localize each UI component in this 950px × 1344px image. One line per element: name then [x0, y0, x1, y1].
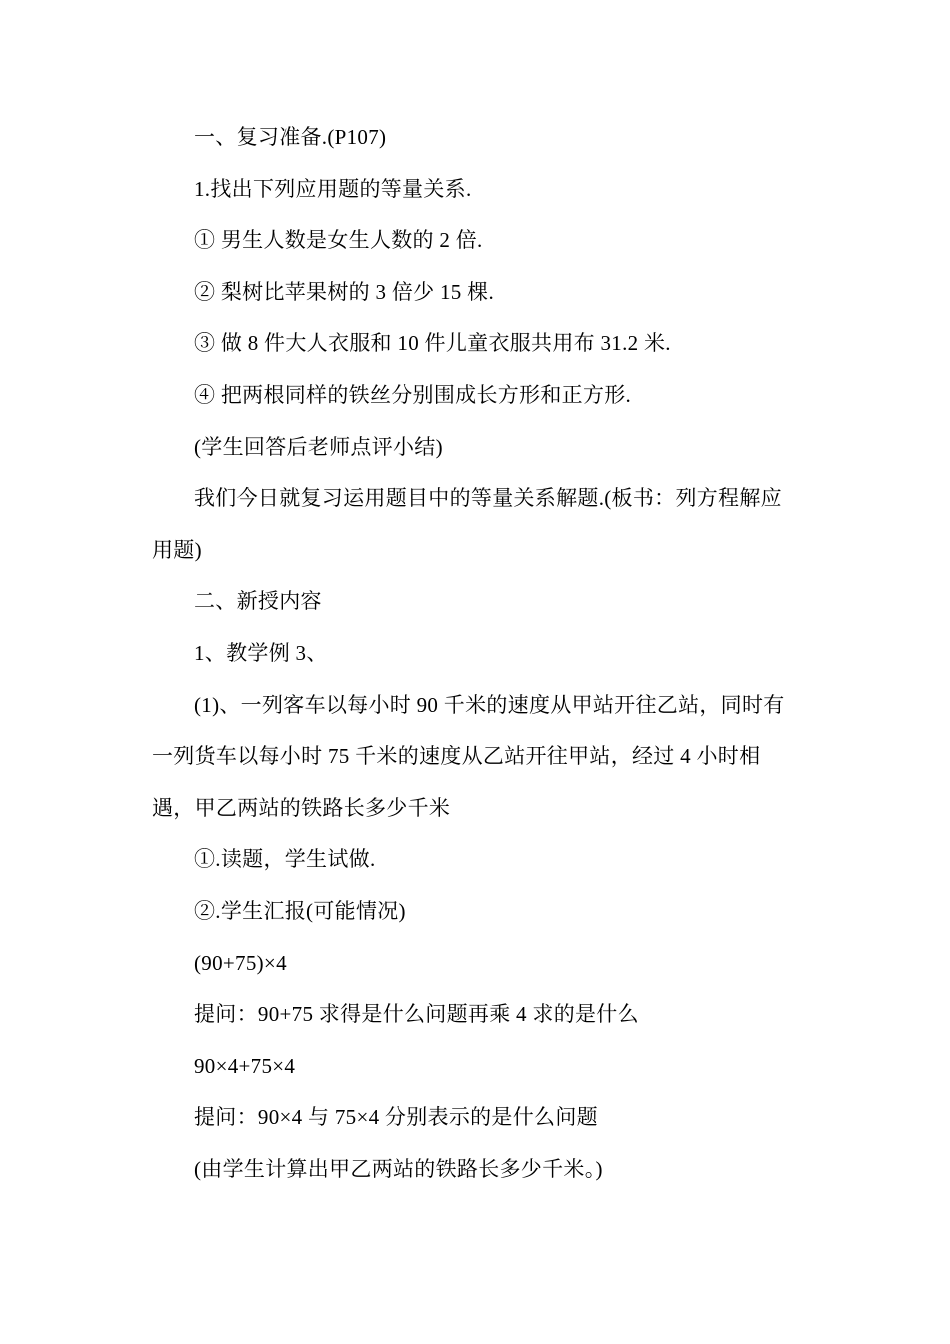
paragraph: (学生回答后老师点评小结) [194, 434, 443, 459]
list-item: ④ 把两根同样的铁丝分别围成长方形和正方形. [194, 382, 632, 407]
section-heading-new-content: 二、新授内容 [194, 589, 322, 614]
section-heading-review: 一、复习准备.(P107) [194, 125, 387, 149]
formula: 90×4+75×4 [194, 1053, 296, 1078]
list-item: ② 梨树比苹果树的 3 倍少 15 棵. [194, 279, 494, 304]
list-item: ① 男生人数是女生人数的 2 倍. [194, 228, 483, 253]
problem-statement: (1)、一列客车以每小时 90 千米的速度从甲站开往乙站，同时有一列货车以每小时 75 千米的速度从乙站开往甲站，经过 4 小时相遇，甲乙两站的铁路长多少千米 [152, 692, 785, 820]
question: 提问：90+75 求得是什么问题再乘 4 求的是什么 [194, 1002, 639, 1027]
question: 提问：90×4 与 75×4 分别表示的是什么问题 [194, 1105, 598, 1130]
paragraph: 我们今日就复习运用题目中的等量关系解题.(板书：列方程解应用题) [152, 486, 782, 562]
list-item: ①.读题，学生试做. [194, 847, 376, 872]
document-body [152, 112, 792, 1195]
list-item: ③ 做 8 件大人衣服和 10 件儿童衣服共用布 31.2 米. [194, 331, 671, 356]
paragraph: 1、教学例 3、 [194, 640, 328, 665]
paragraph: 1.找出下列应用题的等量关系. [194, 176, 472, 201]
paragraph: (由学生计算出甲乙两站的铁路长多少千米。) [194, 1156, 603, 1181]
formula: (90+75)×4 [194, 950, 287, 975]
list-item: ②.学生汇报(可能情况) [194, 898, 406, 923]
